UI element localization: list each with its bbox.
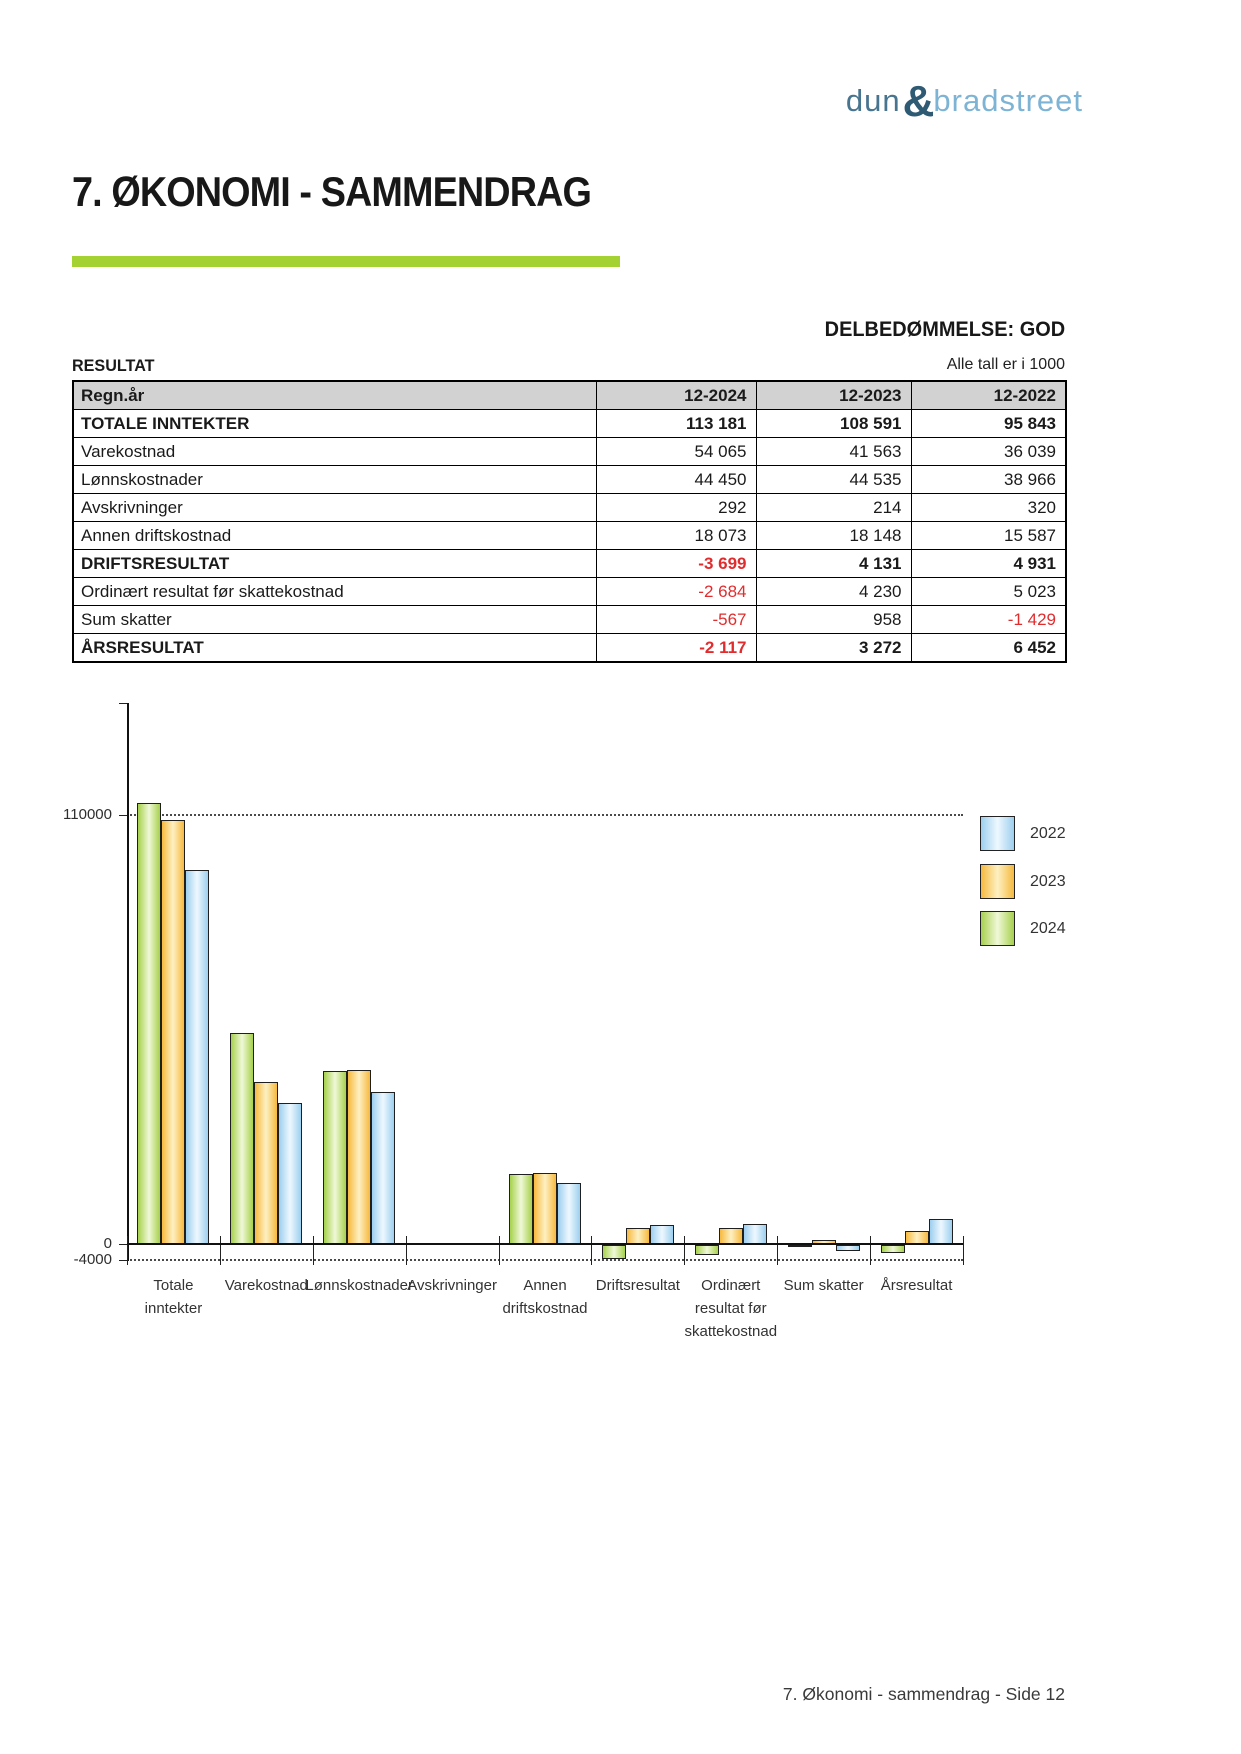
assessment-label: DELBEDØMMELSE: GOD: [824, 318, 1065, 341]
bar-2024-5: [602, 1245, 626, 1259]
legend-label-2022: 2022: [1030, 825, 1066, 842]
category-label-6: [665, 1274, 797, 1343]
value-cell: 44 450: [596, 466, 756, 494]
bar-2023-5: [626, 1228, 650, 1244]
row-label: Sum skatter: [73, 606, 596, 634]
row-label: Avskrivninger: [73, 494, 596, 522]
section-label-resultat: RESULTAT: [72, 356, 155, 375]
column-header-12-2024: 12-2024: [596, 381, 756, 410]
value-cell: 292: [596, 494, 756, 522]
category-label-2: [293, 1274, 425, 1297]
category-label-line: Totale: [153, 1277, 194, 1294]
logo-text-bradstreet: bradstreet: [933, 83, 1083, 118]
gridline-110000: [127, 814, 963, 816]
bar-2023-3: [440, 1243, 464, 1245]
legend-swatch-2023: [980, 864, 1015, 899]
value-cell: 6 452: [911, 634, 1066, 663]
x-axis-tick: [499, 1236, 500, 1265]
units-note: Alle tall er i 1000: [946, 356, 1065, 373]
value-cell: 4 230: [756, 578, 911, 606]
bar-2024-6: [695, 1245, 719, 1255]
x-axis-line: [127, 1243, 963, 1245]
table-row: [73, 578, 1066, 606]
value-cell: -2 117: [596, 634, 756, 663]
value-cell: -567: [596, 606, 756, 634]
table-row: [73, 438, 1066, 466]
table-row: [73, 410, 1066, 438]
result-table-body: [73, 410, 1066, 663]
value-cell: 41 563: [756, 438, 911, 466]
dun-bradstreet-logo: [845, 72, 1083, 126]
category-label-line: Sum skatter: [783, 1277, 864, 1294]
x-axis-tick: [591, 1236, 592, 1265]
x-axis-tick: [127, 1236, 128, 1265]
logo-ampersand-icon: &: [902, 77, 935, 126]
page-title: 7. ØKONOMI - SAMMENDRAG: [72, 168, 592, 215]
bar-2022-6: [743, 1224, 767, 1244]
category-label-5: [572, 1274, 704, 1297]
category-label-line: Ordinært: [701, 1277, 761, 1294]
y-axis-label: -4000: [73, 1250, 112, 1268]
value-cell: 15 587: [911, 522, 1066, 550]
x-axis-tick: [684, 1236, 685, 1265]
legend-swatch-2024: [980, 911, 1015, 946]
column-header-12-2022: 12-2022: [911, 381, 1066, 410]
bar-2023-4: [533, 1173, 557, 1244]
category-label-line: inntekter: [144, 1300, 203, 1317]
category-label-line: Driftsresultat: [595, 1277, 680, 1294]
bar-2023-1: [254, 1082, 278, 1244]
value-cell: 5 023: [911, 578, 1066, 606]
value-cell: 44 535: [756, 466, 911, 494]
category-label-line: Avskrivninger: [407, 1277, 497, 1294]
table-row: [73, 550, 1066, 578]
value-cell: 108 591: [756, 410, 911, 438]
bar-2024-4: [509, 1174, 533, 1244]
bar-2024-1: [230, 1033, 254, 1244]
row-label: TOTALE INNTEKTER: [73, 410, 596, 438]
y-axis-label: 110000: [63, 806, 112, 823]
table-row: [73, 634, 1066, 663]
bar-2024-2: [323, 1071, 347, 1244]
x-axis-tick: [870, 1236, 871, 1265]
category-label-4: [479, 1274, 611, 1320]
bar-2022-5: [650, 1225, 674, 1244]
column-header-12-2023: 12-2023: [756, 381, 911, 410]
y-axis-tick: [119, 1244, 127, 1245]
title-accent-rule: [72, 256, 620, 267]
value-cell: 36 039: [911, 438, 1066, 466]
bar-2022-1: [278, 1103, 302, 1244]
bar-2022-4: [557, 1183, 581, 1244]
category-label-0: [107, 1274, 239, 1320]
category-label-line: Årsresultat: [880, 1277, 953, 1294]
result-table-header: [73, 381, 1066, 410]
value-cell: 3 272: [756, 634, 911, 663]
x-axis-tick: [777, 1236, 778, 1265]
y-axis-line: [127, 703, 129, 1261]
value-cell: -3 699: [596, 550, 756, 578]
bar-2022-3: [464, 1243, 488, 1245]
bar-2023-7: [812, 1240, 836, 1244]
value-cell: 4 131: [756, 550, 911, 578]
row-label: ÅRSRESULTAT: [73, 634, 596, 663]
category-label-3: [386, 1274, 518, 1297]
table-row: [73, 466, 1066, 494]
category-label-line: driftskostnad: [502, 1300, 588, 1317]
bar-2022-0: [185, 870, 209, 1244]
y-axis-tick: [119, 815, 127, 816]
value-cell: 38 966: [911, 466, 1066, 494]
value-cell: 4 931: [911, 550, 1066, 578]
category-label-7: [758, 1274, 890, 1297]
bar-2023-0: [161, 820, 185, 1244]
value-cell: 320: [911, 494, 1066, 522]
y-axis-tick: [119, 1260, 127, 1261]
category-label-8: [851, 1274, 983, 1297]
column-header-label: Regn.år: [73, 381, 596, 410]
bar-2023-6: [719, 1228, 743, 1244]
category-label-line: Varekostnad: [224, 1277, 308, 1294]
bar-2024-0: [137, 803, 161, 1244]
bar-2024-7: [788, 1245, 812, 1247]
bar-2023-8: [905, 1231, 929, 1244]
bar-2022-7: [836, 1245, 860, 1251]
value-cell: 214: [756, 494, 911, 522]
category-label-line: Annen: [523, 1277, 567, 1294]
value-cell: -2 684: [596, 578, 756, 606]
y-axis-label: 0: [103, 1235, 112, 1252]
row-label: Ordinært resultat før skattekostnad: [73, 578, 596, 606]
x-axis-tick: [963, 1236, 964, 1265]
value-cell: 95 843: [911, 410, 1066, 438]
x-axis-tick: [313, 1236, 314, 1265]
result-table: [72, 380, 1067, 663]
bar-2022-8: [929, 1219, 953, 1244]
value-cell: 54 065: [596, 438, 756, 466]
gridline--4000: [127, 1259, 963, 1261]
category-label-line: skattekostnad: [684, 1323, 778, 1340]
value-cell: 18 148: [756, 522, 911, 550]
category-label-line: resultat før: [694, 1300, 767, 1317]
bar-2024-8: [881, 1245, 905, 1253]
table-row: [73, 494, 1066, 522]
category-label-1: [200, 1274, 332, 1297]
row-label: Varekostnad: [73, 438, 596, 466]
value-cell: 18 073: [596, 522, 756, 550]
page-footer: 7. Økonomi - sammendrag - Side 12: [782, 1684, 1065, 1704]
y-axis-top-tick: [119, 703, 127, 704]
x-axis-tick: [220, 1236, 221, 1265]
value-cell: 958: [756, 606, 911, 634]
value-cell: -1 429: [911, 606, 1066, 634]
table-row: [73, 522, 1066, 550]
logo-text-dun: dun: [845, 83, 901, 118]
row-label: Annen driftskostnad: [73, 522, 596, 550]
legend-label-2023: 2023: [1030, 872, 1066, 890]
x-axis-tick: [406, 1236, 407, 1265]
bar-2022-2: [371, 1092, 395, 1244]
row-label: DRIFTSRESULTAT: [73, 550, 596, 578]
row-label: Lønnskostnader: [73, 466, 596, 494]
bar-2024-3: [416, 1243, 440, 1245]
legend-label-2024: 2024: [1030, 920, 1066, 937]
category-label-line: Lønnskostnader: [305, 1277, 413, 1294]
value-cell: 113 181: [596, 410, 756, 438]
legend-swatch-2022: [980, 816, 1015, 851]
table-row: [73, 606, 1066, 634]
bar-2023-2: [347, 1070, 371, 1244]
